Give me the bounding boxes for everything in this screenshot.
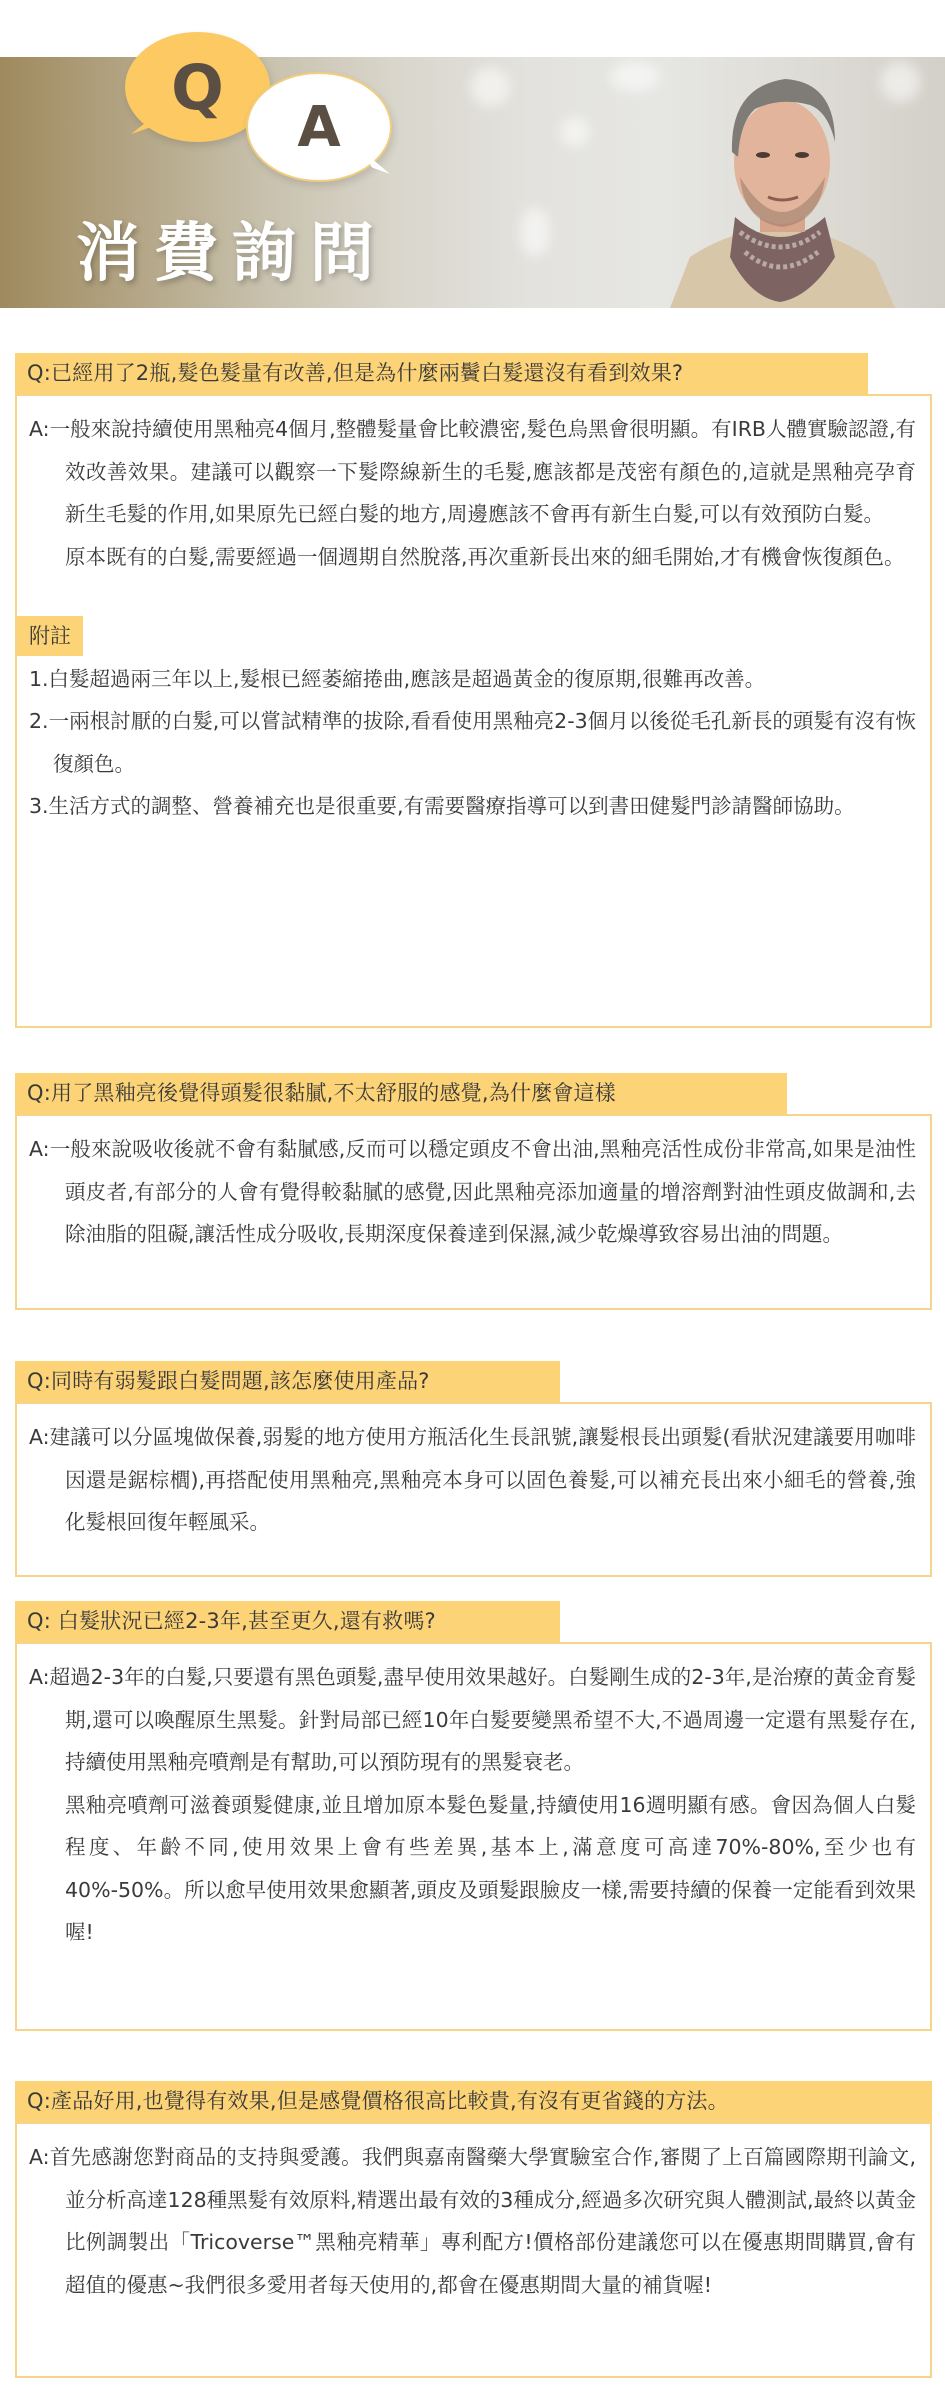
man-portrait-image (660, 57, 900, 308)
answer-bubble-icon (246, 72, 392, 182)
note-label: 附註 (17, 616, 83, 656)
bokeh-light (520, 207, 550, 257)
bubble-q-letter: Q (171, 50, 224, 124)
qa-section-1 (15, 353, 932, 1028)
note-item: 3.生活方式的調整、營養補充也是很重要,有需要醫療指導可以到書田健髮門診請醫師協助。 (29, 794, 855, 818)
answer-paragraph: A:首先感謝您對商品的支持與愛護。我們與嘉南醫藥大學實驗室合作,審閱了上百篇國際期刊論文,並分析高達128種黑髮有效原料,精選出最有效的3種成分,經過多次研究與人體測試,最終以黃金比例調製出「Tricoverse™黑釉亮精華」專利配方!價格部份建議您可以在優惠期間購買,會有超值的優惠~我們很多愛用者每天使用的,都會在優惠期間大量的補貨喔! (29, 2145, 916, 2297)
question-heading: Q:產品好用,也覺得有效果,但是感覺價格很高比較貴,有沒有更省錢的方法。 (15, 2081, 932, 2122)
answer-box (15, 1114, 932, 1310)
qa-section-2 (15, 1073, 932, 1310)
answer-box (15, 1402, 932, 1577)
question-heading: Q:已經用了2瓶,髮色髮量有改善,但是為什麼兩鬢白髮還沒有看到效果? (15, 353, 868, 394)
answer-paragraph: A:一般來說持續使用黑釉亮4個月,整體髮量會比較濃密,髮色烏黑會很明顯。有IRB人體實驗認證,有效改善效果。建議可以觀察一下髮際線新生的毛髮,應該都是茂密有顏色的,這就是黑釉亮孕育新生毛髮的作用,如果原先已經白髮的地方,周邊應該不會再有新生白髮,可以有效預防白髮。 (29, 417, 917, 526)
bokeh-light (560, 117, 590, 147)
note-item: 2.一兩根討厭的白髮,可以嘗試精準的拔除,看看使用黑釉亮2-3個月以後從毛孔新長的頭髮有沒有恢復顏色。 (29, 709, 916, 776)
qa-section-4 (15, 1601, 932, 2031)
answer-box (15, 1642, 932, 2031)
question-heading: Q:同時有弱髮跟白髮問題,該怎麼使用產品? (15, 1361, 560, 1402)
answer-paragraph: 黑釉亮噴劑可滋養頭髮健康,並且增加原本髮色髮量,持續使用16週明顯有感。會因為個人白髮程度、年齡不同,使用效果上會有些差異,基本上,滿意度可高達70%-80%,至少也有40%-50%。所以愈早使用效果愈顯著,頭皮及頭髮跟臉皮一樣,需要持續的保養一定能看到效果喔! (65, 1792, 916, 1944)
question-heading: Q:用了黑釉亮後覺得頭髮很黏膩,不太舒服的感覺,為什麼會這樣 (15, 1073, 787, 1114)
qa-section-5 (15, 2081, 932, 2378)
answer-paragraph: A:建議可以分區塊做保養,弱髮的地方使用方瓶活化生長訊號,讓髮根長出頭髮(看狀況建議要用咖啡因還是鋸棕櫚),再搭配使用黑釉亮,黑釉亮本身可以固色養髮,可以補充長出來小細毛的營養,強化髮根回復年輕風采。 (29, 1425, 916, 1534)
note-item: 1.白髮超過兩三年以上,髮根已經萎縮捲曲,應該是超過黃金的復原期,很難再改善。 (29, 666, 766, 691)
page-title: 消費詢問 (76, 217, 388, 291)
bokeh-light (470, 67, 510, 107)
question-heading: Q: 白髮狀況已經2-3年,甚至更久,還有救嗎? (15, 1601, 560, 1642)
bubble-a-letter: A (297, 94, 341, 160)
answer-box (15, 2122, 932, 2378)
answer-box (15, 394, 932, 1028)
bokeh-light (610, 62, 660, 92)
answer-paragraph: 原本既有的白髮,需要經過一個週期自然脫落,再次重新長出來的細毛開始,才有機會恢復顏色。 (65, 544, 905, 569)
answer-paragraph: A:超過2-3年的白髮,只要還有黑色頭髮,盡早使用效果越好。白髮剛生成的2-3年,是治療的黃金育髮期,還可以喚醒原生黑髮。針對局部已經10年白髮要變黑希望不大,不過周邊一定還有黑髮存在,持續使用黑釉亮噴劑是有幫助,可以預防現有的黑髮衰老。 (29, 1665, 916, 1774)
qa-section-3 (15, 1361, 932, 1577)
answer-paragraph: A:一般來說吸收後就不會有黏膩感,反而可以穩定頭皮不會出油,黑釉亮活性成份非常高,如果是油性頭皮者,有部分的人會有覺得較黏膩的感覺,因此黑釉亮添加適量的增溶劑對油性頭皮做調和,去除油脂的阻礙,讓活性成分吸收,長期深度保養達到保濕,減少乾燥導致容易出油的問題。 (29, 1137, 916, 1246)
